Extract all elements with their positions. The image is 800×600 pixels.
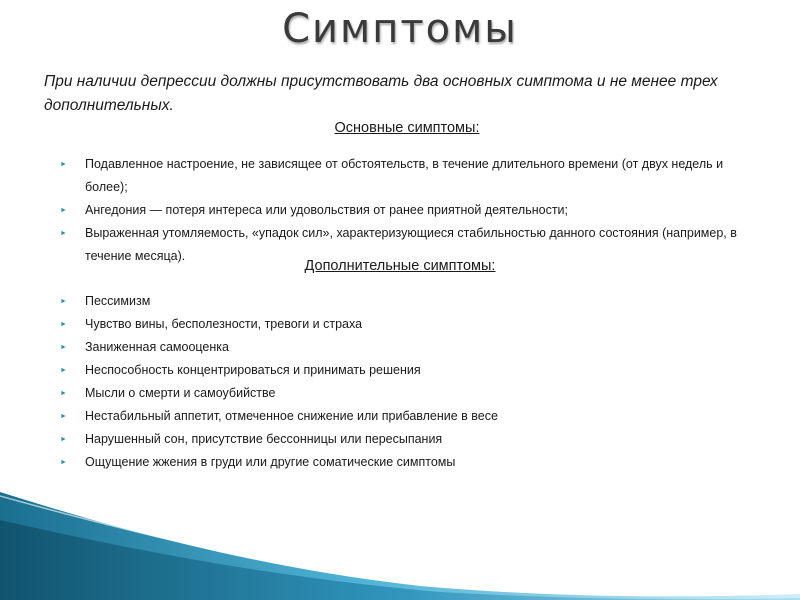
list-item-text: Подавленное настроение, не зависящее от обстоятельств, в течение длительного времени (от двух недель и более); [85, 157, 724, 194]
extra-symptoms-list [60, 290, 760, 474]
bullet-icon: ► [60, 321, 67, 328]
list-item [60, 290, 760, 313]
intro-text: При наличии депрессии должны присутствовать два основных симптома и не менее трех дополнительных. [44, 73, 718, 114]
bullet-icon: ► [60, 367, 67, 374]
list-item-text: Заниженная самооценка [85, 340, 229, 354]
list-item [60, 405, 760, 428]
list-item [60, 313, 760, 336]
list-item-text: Нестабильный аппетит, отмеченное снижение или прибавление в весе [85, 409, 498, 423]
bullet-icon: ► [60, 436, 67, 443]
main-symptoms-heading [7, 120, 800, 136]
bullet-icon: ► [60, 459, 67, 466]
bullet-icon: ► [60, 390, 67, 397]
bullet-icon: ► [60, 207, 67, 214]
list-item [60, 428, 760, 451]
slide-title: Симптомы [282, 6, 518, 52]
list-item-text: Пессимизм [85, 294, 151, 308]
main-symptoms-heading-text: Основные симптомы: [334, 120, 480, 136]
bullet-icon: ► [60, 413, 67, 420]
list-item-text: Выраженная утомляемость, «упадок сил», характеризующиеся стабильностью данного состояния (например, в течение месяца). [85, 226, 737, 263]
list-item-text: Чувство вины, бесполезности, тревоги и страха [85, 317, 363, 331]
list-item-text: Ангедония — потеря интереса или удовольствия от ранее приятной деятельности; [85, 203, 569, 217]
bullet-icon: ► [60, 344, 67, 351]
list-item [60, 199, 760, 222]
main-symptoms-list [60, 153, 760, 268]
bullet-icon: ► [60, 230, 67, 237]
list-item-text: Мысли о смерти и самоубийстве [85, 386, 276, 400]
list-item [60, 382, 760, 405]
list-item-text: Нарушенный сон, присутствие бессонницы или пересыпания [85, 432, 443, 446]
list-item [60, 451, 760, 474]
extra-symptoms-heading [0, 258, 800, 274]
extra-symptoms-heading-text: Дополнительные симптомы: [304, 258, 496, 274]
list-item [60, 359, 760, 382]
decorative-wave [0, 490, 800, 600]
list-item [60, 336, 760, 359]
list-item-text: Ощущение жжения в груди или другие соматические симптомы [85, 455, 456, 469]
list-item-text: Неспособность концентрироваться и принимать решения [85, 363, 421, 377]
list-item [60, 153, 760, 199]
bullet-icon: ► [60, 161, 67, 168]
bullet-icon: ► [60, 298, 67, 305]
